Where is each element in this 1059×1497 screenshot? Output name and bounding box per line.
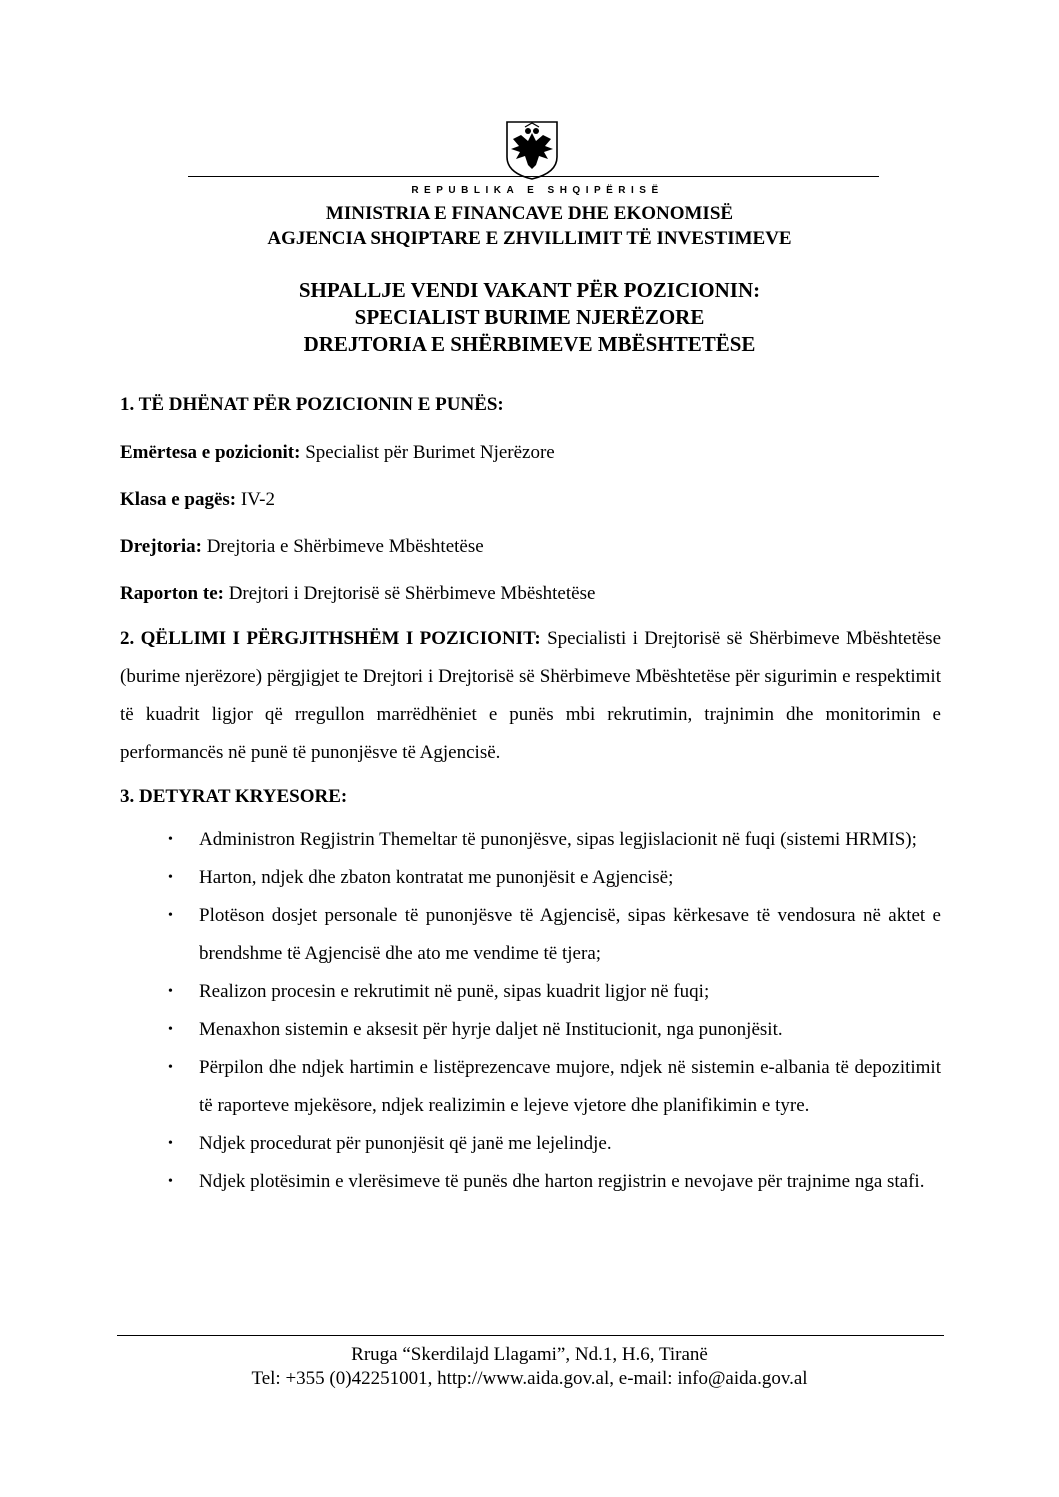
footer-address: Rruga “Skerdilajd Llagami”, Nd.1, H.6, Tiranë [351, 1344, 708, 1365]
bullet-icon: • [168, 870, 173, 885]
bullet-icon: • [168, 1174, 173, 1189]
field-label: Drejtoria: [120, 536, 202, 557]
field-value: Drejtoria e Shërbimeve Mbështetëse [206, 536, 484, 557]
list-item [120, 821, 941, 859]
field-label: Raporton te: [120, 583, 224, 604]
field-value: IV-2 [240, 489, 275, 510]
section-2-paragraph [120, 620, 941, 772]
field-value: Specialist për Burimet Njerëzore [305, 442, 555, 463]
field-directorate [120, 534, 941, 560]
field-pay-class [120, 487, 941, 513]
document-body [120, 388, 941, 1201]
bullet-icon: • [168, 832, 173, 847]
list-item [120, 1049, 941, 1125]
duties-list [120, 821, 941, 1201]
bullet-icon: • [168, 1060, 173, 1075]
list-item-text: Ndjek procedurat për punonjësit që janë me lejelindje. [199, 1133, 612, 1154]
list-item-text: Harton, ndjek dhe zbaton kontratat me punonjësit e Agjencisë; [199, 867, 674, 888]
list-item-text: Administron Regjistrin Themeltar të punonjësve, sipas legjislacionit në fuqi (sistemi HRMIS); [199, 829, 917, 850]
list-item [120, 859, 941, 897]
bullet-icon: • [168, 908, 173, 923]
list-item-text: Përpilon dhe ndjek hartimin e listëprezencave mujore, ndjek në sistemin e-albania të depozitimit të raporteve mjekësore, ndjek realizimin e lejeve vjetore dhe planifikimin e tyre. [199, 1057, 941, 1116]
section-3-heading: 3. DETYRAT KRYESORE: [120, 786, 348, 807]
agency-name: AGJENCIA SHQIPTARE E ZHVILLIMIT TË INVESTIMEVE [267, 228, 792, 249]
bullet-icon: • [168, 1022, 173, 1037]
field-value: Drejtori i Drejtorisë së Shërbimeve Mbështetëse [228, 583, 596, 604]
footer-contact: Tel: +355 (0)42251001, http://www.aida.gov.al, e-mail: info@aida.gov.al [251, 1368, 808, 1389]
bullet-icon: • [168, 1136, 173, 1151]
list-item-text: Plotëson dosjet personale të punonjësve të Agjencisë, sipas kërkesave të vendosura në aktet e brendshme të Agjencisë dhe ato me vendime të tjera; [199, 905, 941, 964]
footer-rule [117, 1335, 944, 1336]
document-title-line-1: SHPALLJE VENDI VAKANT PËR POZICIONIN: [298, 278, 761, 302]
list-item [120, 1125, 941, 1163]
list-item [120, 1011, 941, 1049]
country-name: REPUBLIKA E SHQIPËRISË [411, 185, 664, 196]
field-label: Emërtesa e pozicionit: [120, 442, 301, 463]
document-title-line-3: DREJTORIA E SHËRBIMEVE MBËSHTETËSE [303, 332, 756, 356]
field-position-title [120, 440, 941, 466]
ministry-name: MINISTRIA E FINANCAVE DHE EKONOMISË [325, 203, 734, 224]
field-label: Klasa e pagës: [120, 489, 237, 510]
document-title-line-2: SPECIALIST BURIME NJERËZORE [354, 305, 705, 329]
list-item-text: Realizon procesin e rekrutimit në punë, sipas kuadrit ligjor në fuqi; [199, 981, 710, 1002]
list-item-text: Menaxhon sistemin e aksesit për hyrje daljet në Institucionit, nga punonjësit. [199, 1019, 783, 1040]
albanian-eagle-emblem-icon [503, 119, 561, 181]
header-rule [188, 176, 879, 177]
section-2-text: Specialisti i Drejtorisë së Shërbimeve Mbështetëse (burime njerëzore) përgjigjet te Drejtori i Drejtorisë së Shërbimeve Mbështetëse për sigurimin e respektimit të kuadrit ligjor që rregullon marrëdhëniet e punës mbi rekrutimin, trajnimin dhe monitorimin e performancës në punë të punonjësve të Agjencisë. [120, 628, 942, 763]
list-item [120, 973, 941, 1011]
field-reports-to [120, 581, 941, 607]
bullet-icon: • [168, 984, 173, 999]
list-item-text: Ndjek plotësimin e vlerësimeve të punës dhe harton regjistrin e nevojave për trajnime nga stafi. [199, 1171, 925, 1192]
section-1-heading: 1. TË DHËNAT PËR POZICIONIN E PUNËS: [120, 394, 504, 415]
list-item [120, 1163, 941, 1201]
list-item [120, 897, 941, 973]
section-2-heading: 2. QËLLIMI I PËRGJITHSHËM I POZICIONIT: [120, 628, 541, 649]
